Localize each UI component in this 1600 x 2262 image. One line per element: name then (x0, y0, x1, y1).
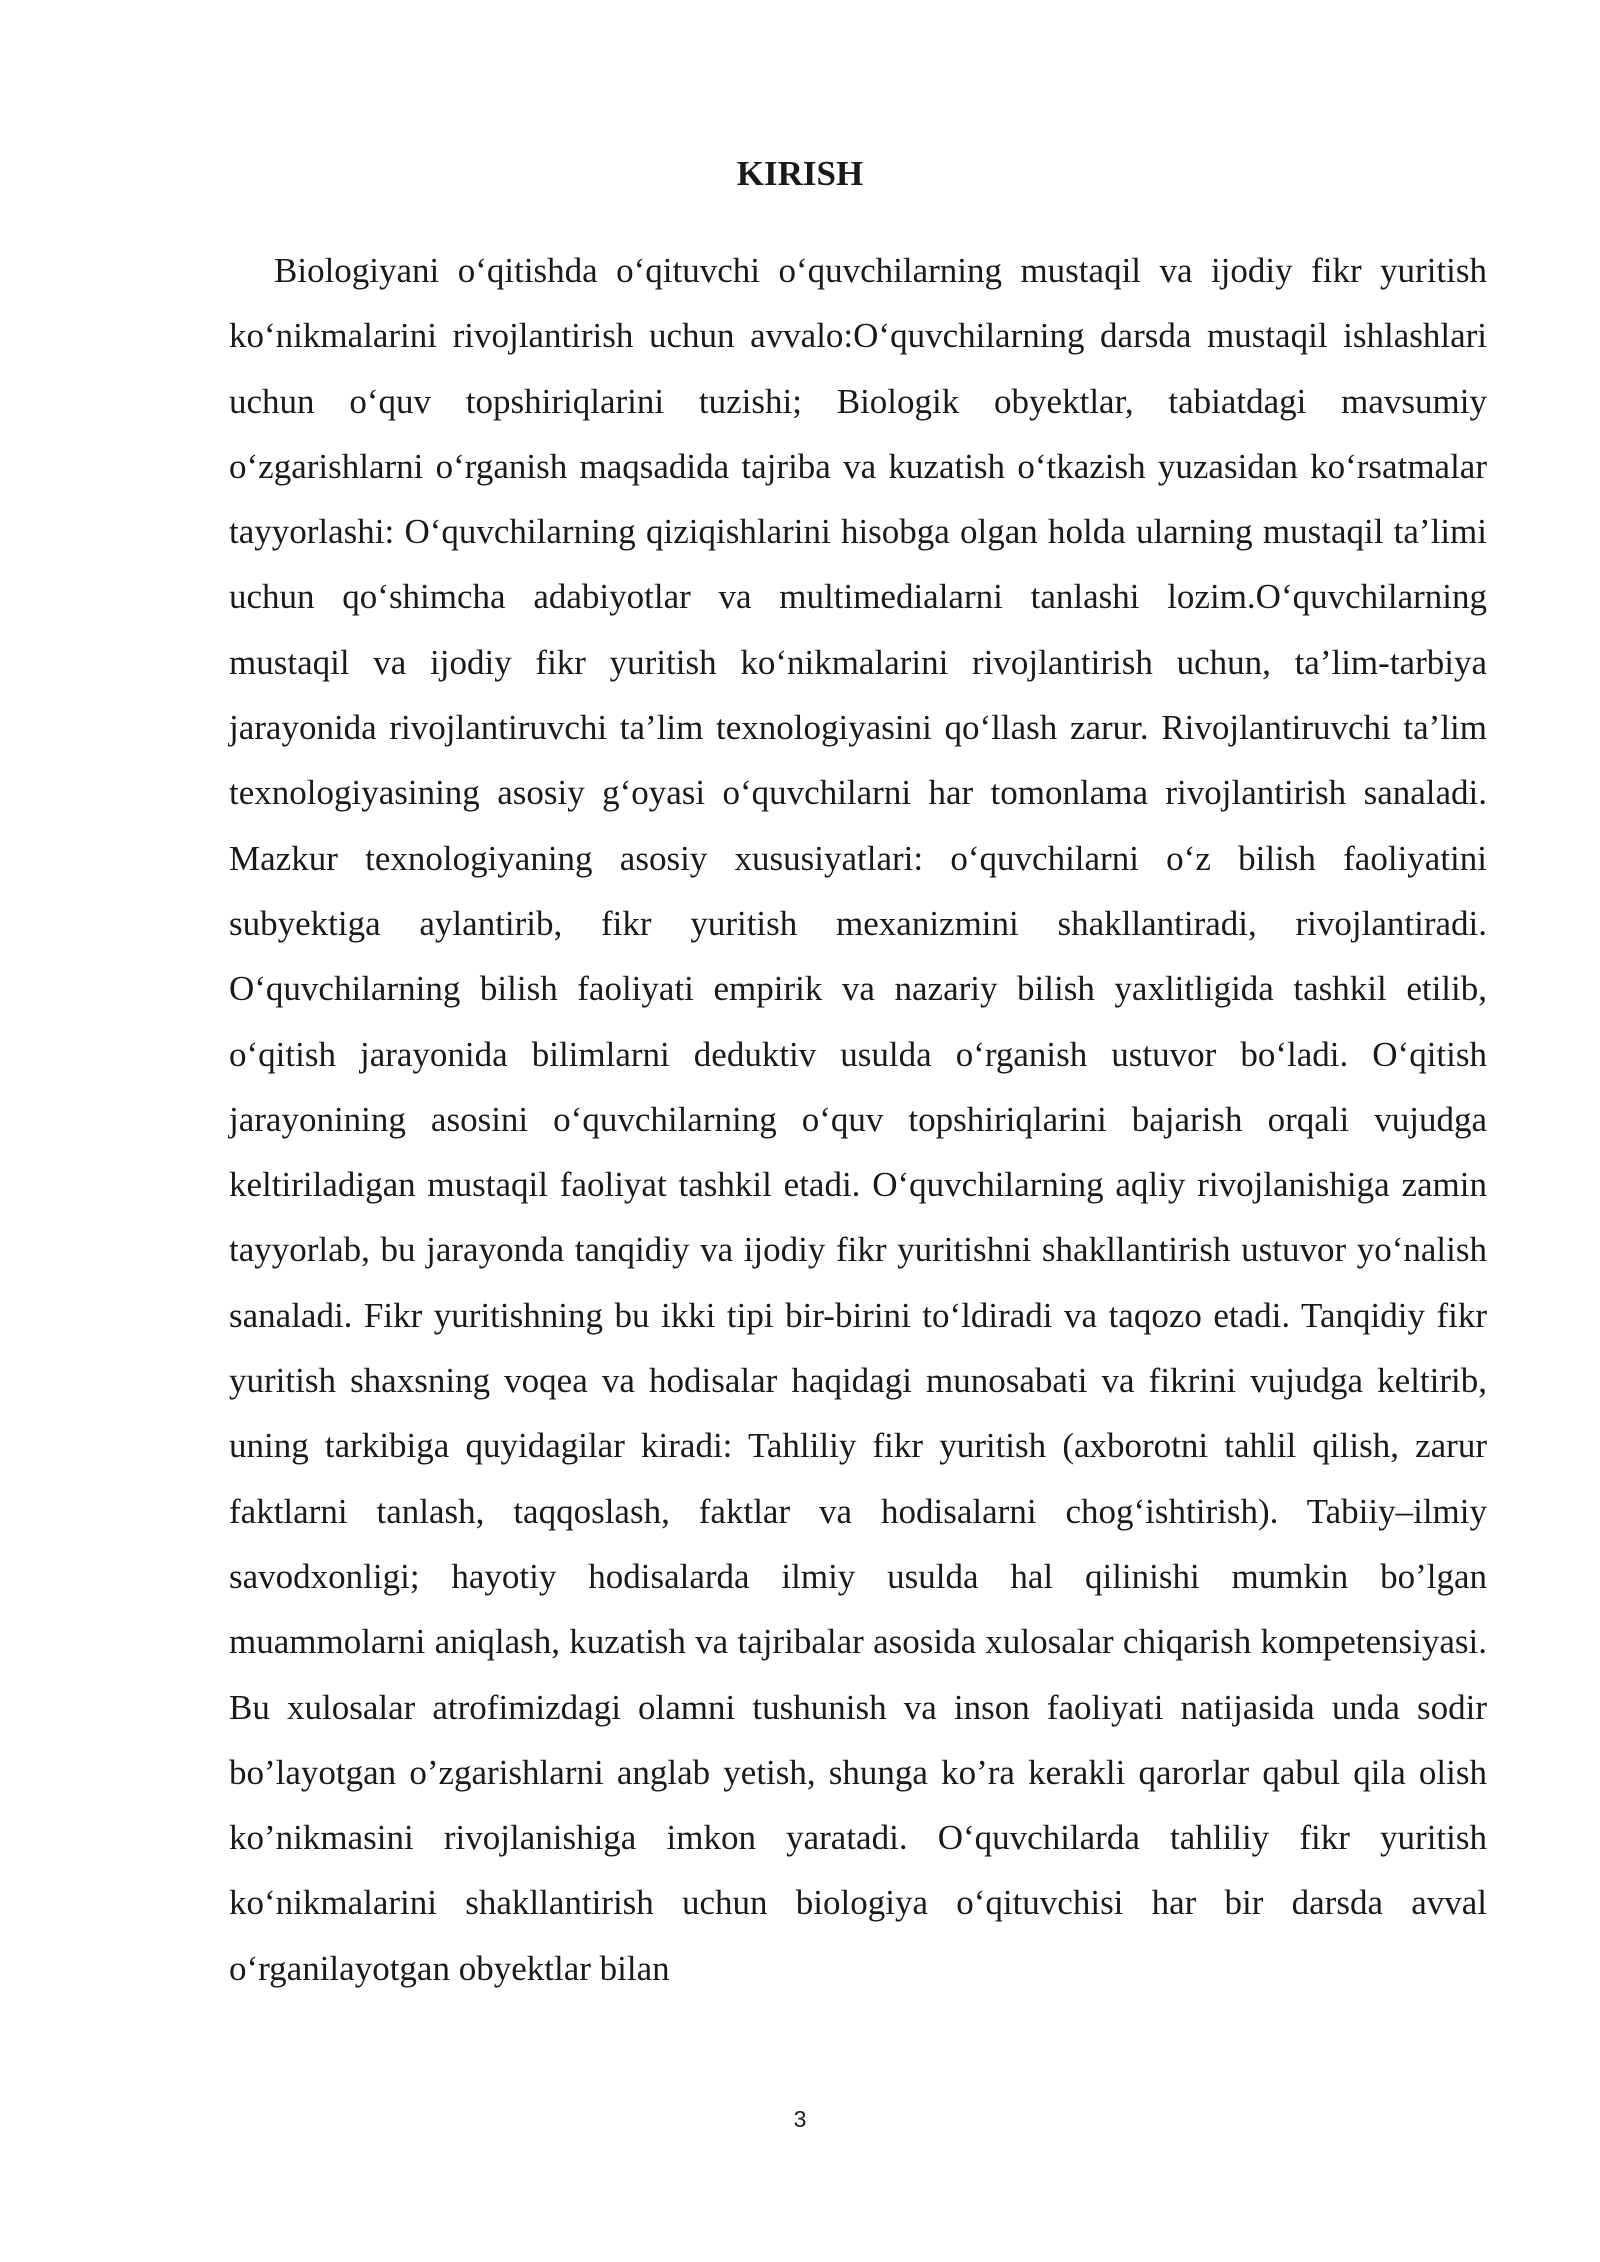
page-number: 3 (793, 2106, 807, 2132)
body-paragraph: Biologiyani o‘qitishda o‘qituvchi o‘quvchilarning mustaqil va ijodiy fikr yuritish ko‘nikmalarini rivojlantirish uchun avvalo:O‘quvchilarning darsda mustaqil ishlashlari uchun o‘quv topshiriqlarini tuzishi; Biologik obyektlar, tabiatdagi mavsumiy o‘zgarishlarni o‘rganish maqsadida tajriba va kuzatish o‘tkazish yuzasidan ko‘rsatmalar tayyorlashi: O‘quvchilarning qiziqishlarini hisobga olgan holda ularning mustaqil ta’limi uchun qo‘shimcha adabiyotlar va multimedialarni tanlashi lozim.O‘quvchilarning mustaqil va ijodiy fikr yuritish ko‘nikmalarini rivojlantirish uchun, ta’lim-tarbiya jarayonida rivojlantiruvchi ta’lim texnologiyasini qo‘llash zarur. Rivojlantiruvchi ta’lim texnologiyasining asosiy g‘oyasi o‘quvchilarni har tomonlama rivojlantirish sanaladi. Mazkur texnologiyaning asosiy xususiyatlari: o‘quvchilarni o‘z bilish faoliyatini subyektiga aylantirib, fikr yuritish mexanizmini shakllantiradi, rivojlantiradi. O‘quvchilarning bilish faoliyati empirik va nazariy bilish yaxlitligida tashkil etilib, o‘qitish jarayonida bilimlarni deduktiv usulda o‘rganish ustuvor bo‘ladi. O‘qitish jarayonining asosini o‘quvchilarning o‘quv topshiriqlarini bajarish orqali vujudga keltiriladigan mustaqil faoliyat tashkil etadi. O‘quvchilarning aqliy rivojlanishiga zamin tayyorlab, bu jarayonda tanqidiy va ijodiy fikr yuritishni shakllantirish ustuvor yo‘nalish sanaladi. Fikr yuritishning bu ikki tipi bir-birini to‘ldiradi va taqozo etadi. Tanqidiy fikr yuritish shaxsning voqea va hodisalar haqidagi munosabati va fikrini vujudga keltirib, uning tarkibiga quyidagilar kiradi: Tahliliy fikr yuritish (axborotni tahlil qilish, zarur faktlarni tanlash, taqqoslash, faktlar va hodisalarni chog‘ishtirish). Tabiiy–ilmiy savodxonligi; hayotiy hodisalarda ilmiy usulda hal qilinishi mumkin bo’lgan muammolarni aniqlash, kuzatish va tajribalar asosida xulosalar chiqarish kompetensiyasi. Bu xulosalar atrofimizdagi olamni tushunish va inson faoliyati natijasida unda sodir bo’layotgan o’zgarishlarni anglab yetish, shunga ko’ra kerakli qarorlar qabul qila olish ko’nikmasini rivojlanishiga imkon yaratadi. O‘quvchilarda tahliliy fikr yuritish ko‘nikmalarini shakllantirish uchun biologiya o‘qituvchisi har bir darsda avval o‘rganilayotgan obyektlar bilan (229, 251, 1487, 1988)
page-title: KIRISH (736, 154, 864, 193)
